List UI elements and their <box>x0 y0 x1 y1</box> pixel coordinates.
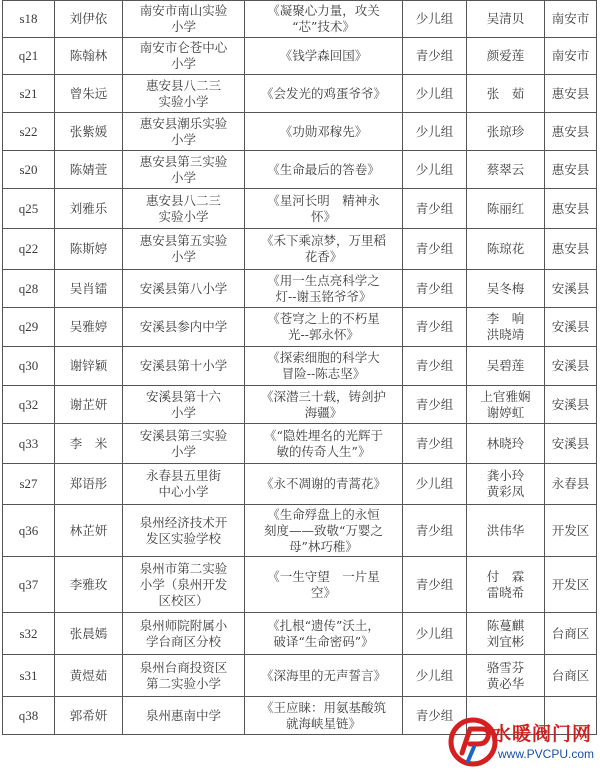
student-name: 谢锌颖 <box>55 347 123 386</box>
student-name: 李雅玫 <box>55 557 123 613</box>
school-name: 安溪县第三实验 小学 <box>123 424 245 464</box>
age-group: 少儿组 <box>403 151 467 189</box>
teacher-name: 付 霖 雷晓希 <box>467 557 545 613</box>
entry-id: q30 <box>3 347 55 386</box>
region-name: 开发区 <box>545 557 597 613</box>
table-row <box>3 1 597 38</box>
table-row <box>3 38 597 75</box>
age-group: 少儿组 <box>403 655 467 697</box>
age-group: 青少组 <box>403 347 467 386</box>
work-title: 《生命殍盘上的永恒 刻度——致敬“万婴之 母”林巧稚》 <box>245 505 403 557</box>
student-name: 张紫媛 <box>55 113 123 151</box>
teacher-name: 张琼珍 <box>467 113 545 151</box>
entry-id: s20 <box>3 151 55 189</box>
region-name: 台商区 <box>545 655 597 697</box>
table-row <box>3 464 597 505</box>
age-group: 青少组 <box>403 229 467 270</box>
entry-id: q25 <box>3 189 55 229</box>
table-row <box>3 113 597 151</box>
work-title: 《凝聚心力量，攻关 “芯”技术》 <box>245 1 403 38</box>
region-name: 安溪县 <box>545 347 597 386</box>
teacher-name: 吴清贝 <box>467 1 545 38</box>
teacher-name: 洪伟华 <box>467 505 545 557</box>
region-name: 台商区 <box>545 613 597 655</box>
teacher-name: 吴冬梅 <box>467 270 545 308</box>
teacher-name: 陈蔓麒 刘宜彬 <box>467 613 545 655</box>
region-name: 安溪县 <box>545 308 597 347</box>
work-title: 《功勋邓稼先》 <box>245 113 403 151</box>
entry-id: s22 <box>3 113 55 151</box>
student-name: 吴雅婷 <box>55 308 123 347</box>
entry-id: s21 <box>3 75 55 113</box>
school-name: 惠安县潮乐实验 小学 <box>123 113 245 151</box>
age-group: 青少组 <box>403 557 467 613</box>
work-title: 《王应睐：用氨基酸筑 就海峡星链》 <box>245 697 403 735</box>
age-group: 少儿组 <box>403 75 467 113</box>
age-group: 少儿组 <box>403 1 467 38</box>
region-name: 安溪县 <box>545 424 597 464</box>
school-name: 惠安县八二三 实验小学 <box>123 75 245 113</box>
student-name: 陈翰林 <box>55 38 123 75</box>
entry-id: q32 <box>3 386 55 424</box>
age-group: 青少组 <box>403 505 467 557</box>
roster-table <box>2 0 597 735</box>
school-name: 安溪县第十六 小学 <box>123 386 245 424</box>
student-name: 李 米 <box>55 424 123 464</box>
region-name: 惠安县 <box>545 75 597 113</box>
site-watermark <box>448 715 596 769</box>
roster-body <box>3 1 597 735</box>
student-name: 郑语彤 <box>55 464 123 505</box>
site-logo-icon <box>448 717 498 767</box>
age-group: 少儿组 <box>403 113 467 151</box>
entry-id: s32 <box>3 613 55 655</box>
table-row <box>3 347 597 386</box>
region-name: 永春县 <box>545 464 597 505</box>
age-group: 青少组 <box>403 697 467 735</box>
teacher-name: 吴碧莲 <box>467 347 545 386</box>
teacher-name: 上官雅娴 谢婷虹 <box>467 386 545 424</box>
teacher-name: 林晓玲 <box>467 424 545 464</box>
school-name: 泉州经济技术开 发区实验学校 <box>123 505 245 557</box>
region-name: 惠安县 <box>545 189 597 229</box>
student-name: 曾朱远 <box>55 75 123 113</box>
entry-id: q21 <box>3 38 55 75</box>
table-row <box>3 557 597 613</box>
school-name: 惠安县第五实验 小学 <box>123 229 245 270</box>
work-title: 《“隐姓埋名的光辉于 敏的传奇人生”》 <box>245 424 403 464</box>
entry-id: q28 <box>3 270 55 308</box>
entry-id: q37 <box>3 557 55 613</box>
entry-id: q36 <box>3 505 55 557</box>
table-row <box>3 424 597 464</box>
table-row <box>3 270 597 308</box>
work-title: 《深海里的无声誓言》 <box>245 655 403 697</box>
table-row <box>3 613 597 655</box>
region-name: 开发区 <box>545 505 597 557</box>
work-title: 《禾下乘凉梦，万里稻 花香》 <box>245 229 403 270</box>
work-title: 《扎根“遗传”沃土， 破译“生命密码”》 <box>245 613 403 655</box>
age-group: 少儿组 <box>403 464 467 505</box>
work-title: 《探索细胞的科学大 冒险--陈志坚》 <box>245 347 403 386</box>
entry-id: s31 <box>3 655 55 697</box>
school-name: 永春县五里街 中心小学 <box>123 464 245 505</box>
student-name: 郭希妍 <box>55 697 123 735</box>
work-title: 《一生守望 一片星 空》 <box>245 557 403 613</box>
student-name: 吴肖镭 <box>55 270 123 308</box>
region-name: 南安市 <box>545 1 597 38</box>
table-row <box>3 505 597 557</box>
age-group: 青少组 <box>403 308 467 347</box>
entry-id: q38 <box>3 697 55 735</box>
work-title: 《生命最后的答卷》 <box>245 151 403 189</box>
work-title: 《苍穹之上的不朽星 光--郭永怀》 <box>245 308 403 347</box>
teacher-name: 龚小玲 黄彩凤 <box>467 464 545 505</box>
school-name: 泉州台商投资区 第二实验小学 <box>123 655 245 697</box>
work-title: 《永不凋谢的青蒿花》 <box>245 464 403 505</box>
table-row <box>3 386 597 424</box>
teacher-name: 张 茹 <box>467 75 545 113</box>
school-name: 南安市仑苍中心 小学 <box>123 38 245 75</box>
student-name: 刘伊依 <box>55 1 123 38</box>
school-name: 泉州师院附属小 学台商区分校 <box>123 613 245 655</box>
age-group: 青少组 <box>403 38 467 75</box>
school-name: 安溪县参内中学 <box>123 308 245 347</box>
student-name: 陈斯婷 <box>55 229 123 270</box>
teacher-name: 陈琼花 <box>467 229 545 270</box>
entry-id: s18 <box>3 1 55 38</box>
watermark-url: www.PVCPU.com <box>498 747 595 761</box>
watermark-name: 水暖阀门网 <box>492 723 593 745</box>
age-group: 少儿组 <box>403 613 467 655</box>
region-name: 安溪县 <box>545 270 597 308</box>
region-name: 安溪县 <box>545 386 597 424</box>
entry-id: s27 <box>3 464 55 505</box>
student-name: 张晨嫣 <box>55 613 123 655</box>
work-title: 《星河长明 精神永 怀》 <box>245 189 403 229</box>
student-name: 谢芷妍 <box>55 386 123 424</box>
region-name: 惠安县 <box>545 229 597 270</box>
school-name: 安溪县第十小学 <box>123 347 245 386</box>
entry-id: q22 <box>3 229 55 270</box>
teacher-name: 陈丽红 <box>467 189 545 229</box>
teacher-name: 骆雪芬 黄必华 <box>467 655 545 697</box>
student-name: 陈婧萱 <box>55 151 123 189</box>
student-name: 林芷妍 <box>55 505 123 557</box>
age-group: 青少组 <box>403 386 467 424</box>
school-name: 南安市南山实验 小学 <box>123 1 245 38</box>
work-title: 《用一生点亮科学之 灯--谢玉铭爷爷》 <box>245 270 403 308</box>
teacher-name: 蔡翠云 <box>467 151 545 189</box>
teacher-name: 颜爱莲 <box>467 38 545 75</box>
region-name: 惠安县 <box>545 151 597 189</box>
table-row <box>3 189 597 229</box>
school-name: 惠安县八二三 实验小学 <box>123 189 245 229</box>
student-name: 黄煜茹 <box>55 655 123 697</box>
school-name: 泉州市第二实验 小学（泉州开发 区校区） <box>123 557 245 613</box>
table-row <box>3 308 597 347</box>
region-name: 南安市 <box>545 38 597 75</box>
age-group: 青少组 <box>403 189 467 229</box>
table-row <box>3 75 597 113</box>
table-row <box>3 151 597 189</box>
age-group: 青少组 <box>403 270 467 308</box>
work-title: 《深潜三十载，铸剑护 海疆》 <box>245 386 403 424</box>
entry-id: q33 <box>3 424 55 464</box>
work-title: 《钱学森回国》 <box>245 38 403 75</box>
student-name: 刘雅乐 <box>55 189 123 229</box>
school-name: 泉州惠南中学 <box>123 697 245 735</box>
table-row <box>3 229 597 270</box>
table-row <box>3 655 597 697</box>
school-name: 安溪县第八小学 <box>123 270 245 308</box>
region-name: 惠安县 <box>545 113 597 151</box>
age-group: 青少组 <box>403 424 467 464</box>
school-name: 惠安县第三实验 小学 <box>123 151 245 189</box>
work-title: 《会发光的鸡蛋爷爷》 <box>245 75 403 113</box>
teacher-name: 李 响 洪晓靖 <box>467 308 545 347</box>
entry-id: q29 <box>3 308 55 347</box>
